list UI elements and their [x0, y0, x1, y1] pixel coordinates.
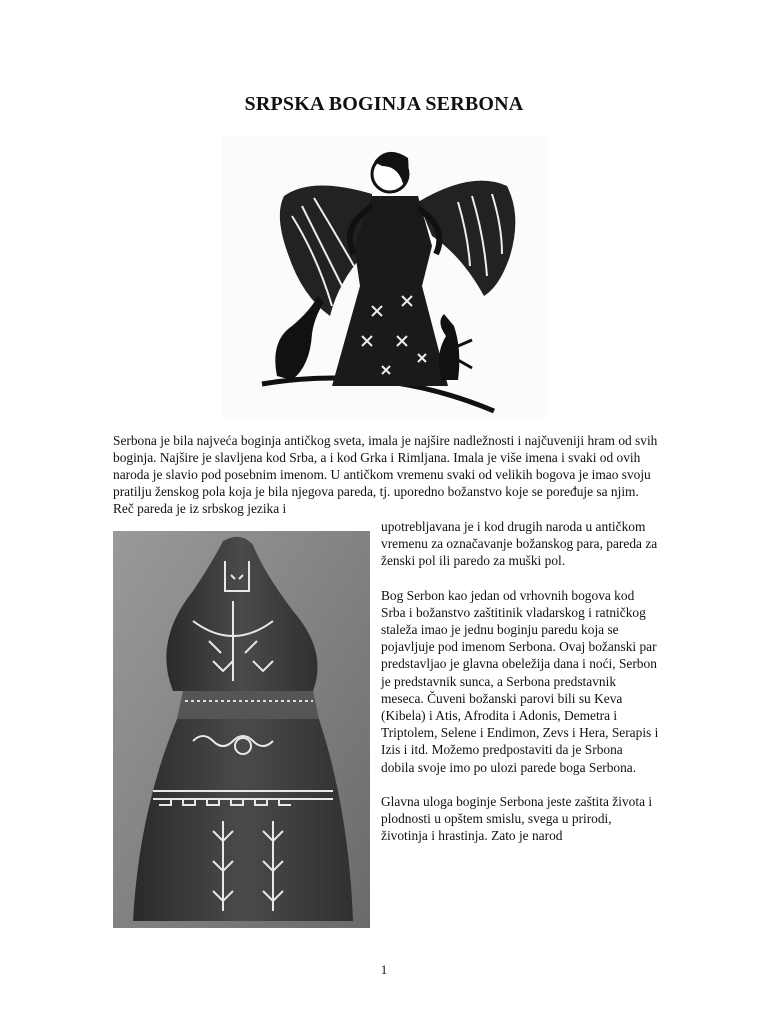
- column-paragraph: upotrebljavana je i kod drugih naroda u antičkom vremenu za označavanje božanskog para, pareda za ženski pol ili paredo za muški pol.: [381, 519, 658, 569]
- column-paragraph: Bog Serbon kao jedan od vrhovnih bogova kod Srba i božanstvo zaštitinik vladarskog i ratničkog staleža imao je jednu boginju paredu koja se pojavljuje pod imenom Serbona. Ovaj božanski par predstavljao je glavna obeležija dana i noći, Serbon je predstavnik sunca, a Serbona predstavnik meseca. Čuveni božanski parovi bili su Keva (Kibela) i Atis, Afrodita i Adonis, Demetra i Triptolem, Selene i Endimon, Zevs i Hera, Serapis i Izis i itd. Možemo predpostaviti da je Srbona dobila svoje imo po ulozi parede boga Serbona.: [381, 587, 659, 775]
- intro-paragraph: Serbona je bila najveća boginja antičkog sveta, imala je najšire nadležnosti i najčuveniji hram od svih boginja. Najšire je slavljena kod Srba, a i kod Grka i Rimljana. Imala je više imena i svaki od ovih naroda je slavio pod posebnim imenom. U antičkom vremenu svaki od velikih bogova je imao svoju pratilju ženskog pola koja je bila njegova pareda, tj. uporedno božanstvo koje se poređuje sa njim. Reč pareda je iz srbskog jezika i: [113, 433, 658, 516]
- clay-figurine-photo: [113, 531, 370, 928]
- page-number: 1: [380, 962, 388, 977]
- winged-goddess-illustration: [222, 136, 548, 418]
- text-column: [381, 518, 659, 861]
- column-paragraph: Glavna uloga boginje Serbona jeste zaštita života i plodnosti u opštem smislu, svega u prirodi, životinja i hrastinja. Zato je narod: [381, 793, 653, 844]
- page-title: SRPSKA BOGINJA SERBONA: [244, 93, 524, 115]
